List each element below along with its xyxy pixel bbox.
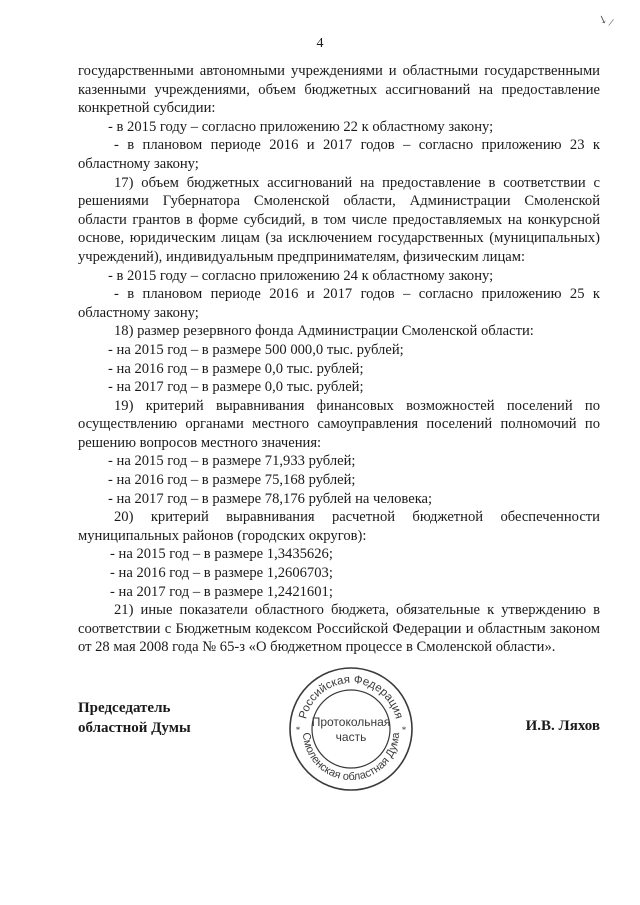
document-body xyxy=(78,62,600,657)
list-item: - на 2016 год – в размере 1,2606703; xyxy=(110,565,333,582)
page-number: 4 xyxy=(316,36,324,51)
list-item: - на 2017 год – в размере 78,176 рублей на человека; xyxy=(108,490,433,507)
list-item: - в 2015 году – согласно приложению 24 к областному закону; xyxy=(108,267,494,284)
paragraph-21: 21) иные показатели областного бюджета, обязательные к утверждению в соответствии с Бюджетным кодексом Российской Федерации и областным законом от 28 мая 2008 года № 65-з «О бюджетном процессе в Смоленской области». xyxy=(78,602,600,656)
list-item: - в 2015 году – согласно приложению 22 к областному закону; xyxy=(108,118,494,135)
paragraph-16-tail: государственными автономными учреждениями и областными государственными казенными учреждениями, объем бюджетных ассигнований на предоставление конкретной субсидии: xyxy=(78,63,600,117)
stamp-arc-text-top: Российская Федерация xyxy=(297,673,405,721)
list-item: - в плановом периоде 2016 и 2017 годов – согласно приложению 25 к областному закону; xyxy=(78,286,600,321)
official-stamp xyxy=(286,664,416,794)
signatory-name: И.В. Ляхов xyxy=(525,718,600,734)
list-item: - на 2017 год – в размере 1,2421601; xyxy=(110,583,333,600)
list-item: - на 2016 год – в размере 75,168 рублей; xyxy=(108,472,356,489)
list-item: - в плановом периоде 2016 и 2017 годов – согласно приложению 23 к областному закону; xyxy=(78,137,600,172)
stamp-center-line-1: Протокольная xyxy=(311,715,391,729)
paragraph-19: 19) критерий выравнивания финансовых возможностей поселений по осуществлению органами местного самоуправления поселений полномочий по решению вопросов местного значения: xyxy=(78,397,600,451)
star-icon: * xyxy=(401,725,407,735)
stamp-arc-text-bottom: Смоленская областная Дума xyxy=(299,731,403,784)
list-item: - на 2017 год – в размере 0,0 тыс. рублей; xyxy=(108,379,364,396)
scan-corner-mark: ↘ / xyxy=(596,12,615,30)
paragraph-18: 18) размер резервного фонда Администрации Смоленской области: xyxy=(114,323,534,340)
list-item: - на 2015 год – в размере 71,933 рублей; xyxy=(108,453,356,470)
star-icon: * xyxy=(295,725,301,735)
signatory-title-line: Председатель xyxy=(78,700,171,716)
paragraph-17: 17) объем бюджетных ассигнований на предоставление в соответствии с решениями Губернатора Смоленской области, Администрации Смоленской области грантов в форме субсидий, в том числе предоставляемых на конкурсной основе, юридическим лицам (за исключением государственных (муниципальных) учреждений), индивидуальным предпринимателям, физическим лицам: xyxy=(78,174,600,265)
list-item: - на 2015 год – в размере 500 000,0 тыс. рублей; xyxy=(108,341,404,358)
list-item: - на 2016 год – в размере 0,0 тыс. рублей; xyxy=(108,360,364,377)
signatory-title xyxy=(78,698,191,738)
stamp-inner-ring xyxy=(312,690,390,768)
list-item: - на 2015 год – в размере 1,3435626; xyxy=(110,546,333,563)
signature-block xyxy=(78,673,600,800)
stamp-center-line-2: часть xyxy=(335,730,367,744)
paragraph-20: 20) критерий выравнивания расчетной бюджетной обеспеченности муниципальных районов (городских округов): xyxy=(78,509,600,544)
signatory-title-line: областной Думы xyxy=(78,720,191,736)
